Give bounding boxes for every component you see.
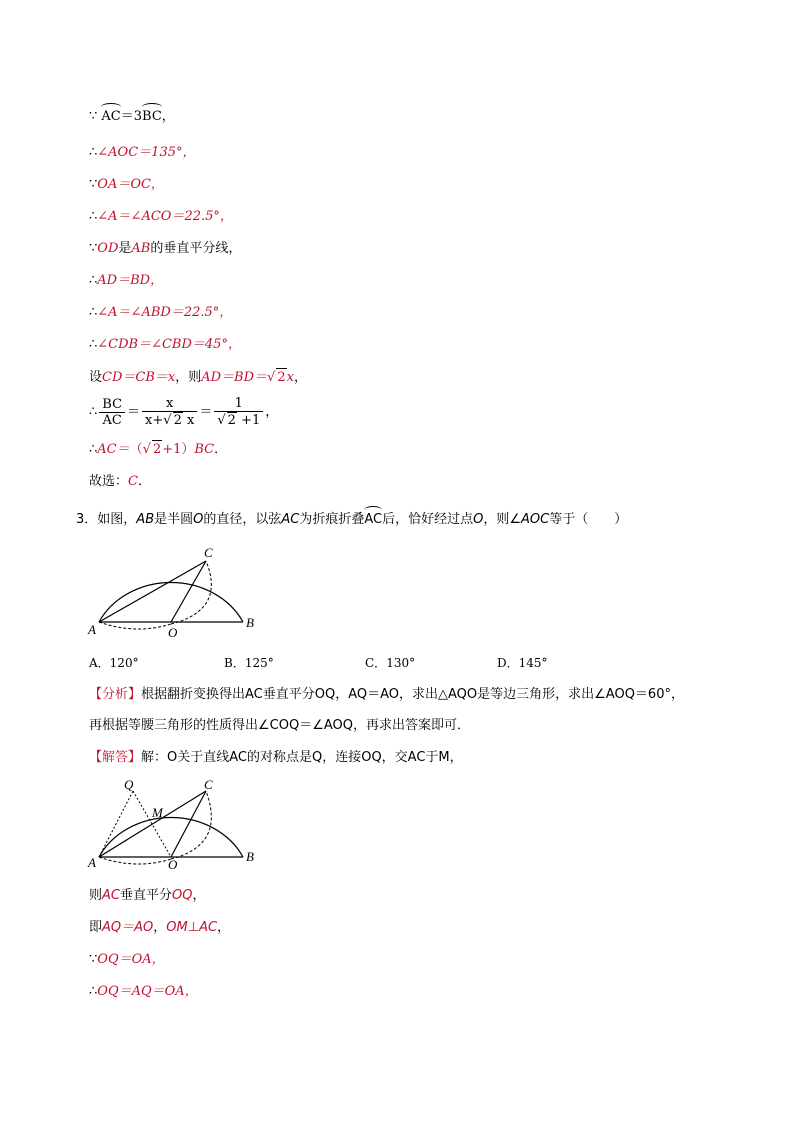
folded-arc-upper xyxy=(171,561,211,624)
chord-ac xyxy=(99,561,206,622)
therefore-symbol: ∴ xyxy=(89,305,98,320)
label-b: B xyxy=(246,615,254,630)
chord-ac: AC xyxy=(281,512,300,527)
numerator: 1 xyxy=(214,396,263,412)
step-angle-abd xyxy=(89,304,232,322)
because-symbol: ∵ xyxy=(89,177,98,192)
den-part: x xyxy=(182,413,195,428)
therefore-symbol: ∴ xyxy=(89,145,98,160)
word-then: 则 xyxy=(89,888,103,903)
word-bisects: 垂直平分 xyxy=(120,888,173,903)
arc-bc: BC xyxy=(142,109,162,124)
solution-text: 解：O关于直线AC的对称点是Q，连接OQ，交AC于M， xyxy=(141,750,463,765)
denominator xyxy=(142,412,197,428)
sqrt-sign: √ xyxy=(142,442,151,457)
arc-ac: AC xyxy=(364,512,383,527)
equals: ＝ xyxy=(127,404,141,420)
sol-step-1 xyxy=(89,887,206,905)
because-symbol: ∵ xyxy=(89,109,98,124)
step-angle-cdb xyxy=(89,336,241,354)
segment-ab: AB xyxy=(131,241,151,256)
question-3 xyxy=(76,511,627,529)
answer-label: 故选： xyxy=(89,474,129,489)
segment-oc xyxy=(171,791,206,857)
word-then: ，则 xyxy=(175,370,202,385)
option-value: 125° xyxy=(244,656,274,670)
fraction-x xyxy=(142,396,197,428)
word-namely: 即 xyxy=(89,920,103,935)
equals: ＝ xyxy=(199,404,213,420)
solution-intro xyxy=(89,749,463,767)
folded-arc-upper xyxy=(171,791,211,859)
analysis-line-1 xyxy=(89,686,684,704)
sqrt-sign: √ xyxy=(267,370,276,385)
segment-oq: OQ xyxy=(172,888,193,903)
question-text: 等于（ ） xyxy=(549,512,628,527)
point-o: O xyxy=(193,512,204,527)
step-text: OQ＝OA， xyxy=(97,952,165,967)
chord-ac xyxy=(99,791,206,857)
comma: ， xyxy=(161,109,175,124)
step-ratio xyxy=(89,396,278,429)
question-text: 后，恰好经过点 xyxy=(382,512,474,527)
option-d[interactable] xyxy=(497,654,548,671)
step-angle-a-aco xyxy=(89,208,233,226)
numerator: x xyxy=(142,396,197,412)
step-arc-relation xyxy=(89,108,175,126)
therefore-symbol: ∴ xyxy=(89,209,98,224)
answer-letter: C xyxy=(128,474,138,489)
comma: ， xyxy=(153,920,167,935)
option-value: 130° xyxy=(386,656,416,670)
step-ad-bd xyxy=(89,272,163,290)
sqrt-sign: √ xyxy=(217,413,226,428)
step-text: CD＝CB＝x xyxy=(102,370,176,385)
step-oa-oc xyxy=(89,176,164,194)
step-od-bisector xyxy=(89,240,241,258)
radicand: 2 xyxy=(277,370,286,385)
step-text: AC＝ xyxy=(97,442,130,457)
radicand: 2 xyxy=(152,442,162,457)
comma: ， xyxy=(265,404,279,420)
fraction-bc-ac xyxy=(99,397,125,428)
variable-x: x xyxy=(286,370,294,385)
question-number: 3． xyxy=(76,512,98,527)
comma: ， xyxy=(293,370,307,385)
label-c: C xyxy=(204,545,213,560)
option-letter: D． xyxy=(497,656,519,670)
step-text: 的垂直平分线， xyxy=(150,241,242,256)
step-text: ∠A＝∠ABD＝22.5°， xyxy=(97,305,233,320)
therefore-symbol: ∴ xyxy=(89,404,98,420)
sol-step-3 xyxy=(89,951,165,969)
step-text: AQ＝AO xyxy=(102,920,154,935)
numerator: BC xyxy=(99,397,125,413)
semicircle-arc xyxy=(99,818,243,857)
label-b: B xyxy=(246,849,254,864)
analysis-tag: 【分析】 xyxy=(89,687,142,702)
folded-arc-lower xyxy=(99,857,171,864)
period: ． xyxy=(137,474,151,489)
equals-three: ＝3 xyxy=(120,109,143,124)
period: ． xyxy=(214,442,228,457)
therefore-symbol: ∴ xyxy=(89,337,98,352)
solution-tag: 【解答】 xyxy=(89,750,142,765)
analysis-text: 根据翻折变换得出AC垂直平分OQ，AQ＝AO，求出△AQO是等边三角形，求出∠AOQ＝60°， xyxy=(141,687,684,702)
word-is: 是 xyxy=(118,241,132,256)
step-text: OM⊥AC xyxy=(166,920,218,935)
label-m: M xyxy=(152,805,163,820)
folded-arc-lower xyxy=(99,622,171,629)
label-o: O xyxy=(168,625,178,640)
because-symbol: ∵ xyxy=(89,952,98,967)
den-part: +1 xyxy=(236,413,261,428)
radicand: 2 xyxy=(173,413,182,428)
figure-symmetric-point xyxy=(86,775,266,870)
radicand: 2 xyxy=(227,413,236,428)
option-letter: B． xyxy=(224,656,245,670)
denominator: AC xyxy=(102,412,122,428)
fraction-one xyxy=(214,396,263,428)
arc-ac: AC xyxy=(101,109,121,124)
label-c: C xyxy=(204,777,213,792)
sqrt-sign: √ xyxy=(163,413,172,428)
step-text: OA＝OC， xyxy=(97,177,164,192)
step-text: AD＝BD， xyxy=(97,273,164,288)
option-letter: C． xyxy=(365,656,387,670)
semicircle-arc xyxy=(99,583,243,622)
comma: ， xyxy=(192,888,206,903)
label-q: Q xyxy=(124,777,134,792)
question-text: 的直径，以弦 xyxy=(203,512,282,527)
label-a: A xyxy=(88,855,96,870)
step-text: AD＝BD＝ xyxy=(201,370,268,385)
step-answer xyxy=(89,473,151,491)
therefore-symbol: ∴ xyxy=(89,442,98,457)
point-o: O xyxy=(473,512,484,527)
segment-od: OD xyxy=(97,241,119,256)
option-value: 120° xyxy=(109,656,139,670)
analysis-text: 再根据等腰三角形的性质得出∠COQ＝∠AOQ，再求出答案即可． xyxy=(89,718,470,733)
sol-step-4 xyxy=(89,983,198,1001)
step-ac-result xyxy=(89,440,227,459)
sol-step-2 xyxy=(89,919,230,937)
therefore-symbol: ∴ xyxy=(89,273,98,288)
step-angle-aoc xyxy=(89,144,195,162)
step-text: ∠A＝∠ACO＝22.5°， xyxy=(97,209,233,224)
question-text: 是半圆 xyxy=(154,512,194,527)
segment-ab: AB xyxy=(136,512,155,527)
option-b[interactable] xyxy=(224,654,274,671)
den-part: x+ xyxy=(145,413,164,428)
option-letter: A． xyxy=(89,656,110,670)
denominator xyxy=(214,412,263,428)
figure-semicircle-fold xyxy=(86,540,266,640)
label-a: A xyxy=(88,622,96,637)
word-let: 设 xyxy=(89,370,103,385)
step-text: OQ＝AQ＝OA， xyxy=(97,984,198,999)
label-o: O xyxy=(168,857,178,870)
segment-ac: AC xyxy=(102,888,120,903)
paren-open: （ xyxy=(129,442,143,457)
analysis-line-2 xyxy=(89,717,470,735)
angle-aoc: AOC xyxy=(521,512,550,527)
step-let-x xyxy=(89,368,307,387)
step-text: ∠CDB＝∠CBD＝45°， xyxy=(97,337,241,352)
because-symbol: ∵ xyxy=(89,241,98,256)
paren-close: +1） xyxy=(162,442,195,457)
question-text: 为折痕折叠 xyxy=(299,512,365,527)
option-c[interactable] xyxy=(365,654,415,671)
question-text: ，则∠ xyxy=(483,512,522,527)
question-text: 如图， xyxy=(97,512,137,527)
segment-oc xyxy=(171,561,206,622)
option-a[interactable] xyxy=(89,654,139,671)
option-value: 145° xyxy=(518,656,548,670)
comma: ， xyxy=(217,920,231,935)
therefore-symbol: ∴ xyxy=(89,984,98,999)
step-text: ∠AOC＝135°， xyxy=(97,145,196,160)
segment-bc: BC xyxy=(194,442,215,457)
